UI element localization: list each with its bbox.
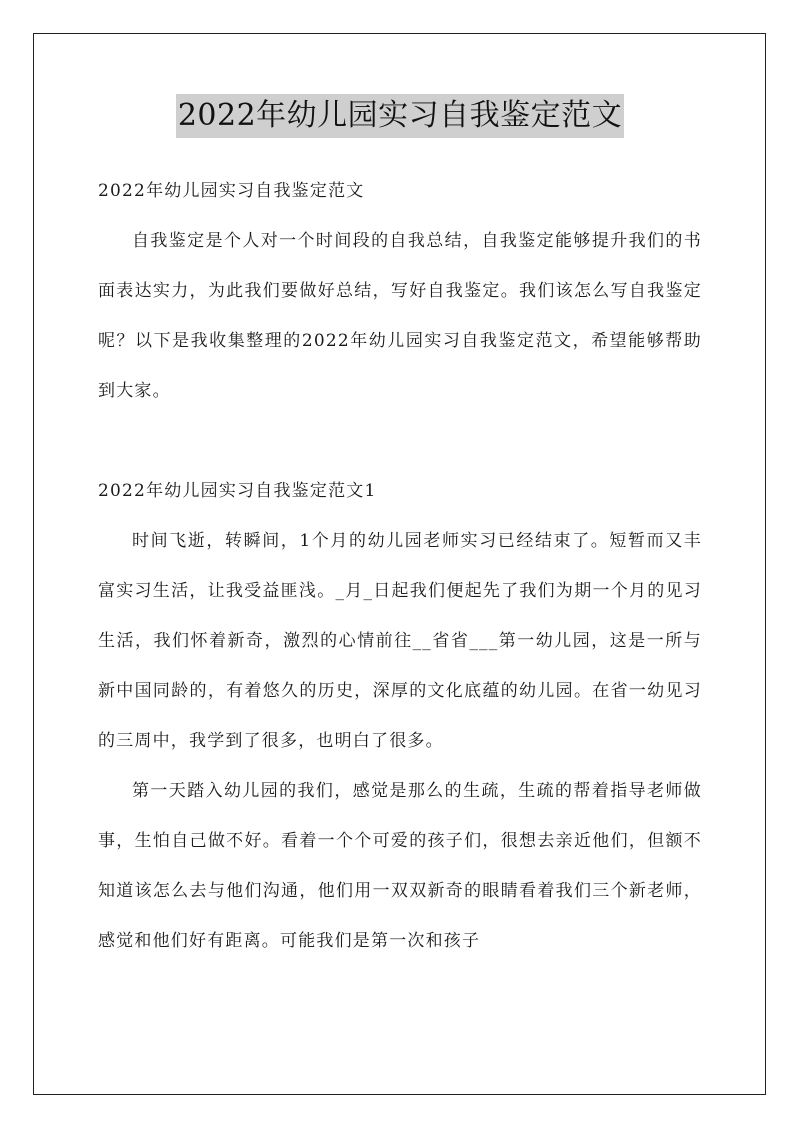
section-spacer: [98, 416, 702, 466]
section1-paragraph-1: 时间飞逝，转瞬间，1个月的幼儿园老师实习已经结束了。短暂而又丰富实习生活，让我受益匪浅。_月_日起我们便起先了我们为期一个月的见习生活，我们怀着新奇，激烈的心情前往__省省___第一幼儿园，这是一所与新中国同龄的，有着悠久的历史，深厚的文化底蕴的幼儿园。在省一幼见习的三周中，我学到了很多，也明白了很多。: [98, 531, 702, 751]
title-container: [0, 94, 800, 138]
intro-heading: 2022年幼儿园实习自我鉴定范文: [98, 181, 365, 201]
section1-heading: 2022年幼儿园实习自我鉴定范文1: [98, 481, 377, 501]
intro-paragraph: 自我鉴定是个人对一个时间段的自我总结，自我鉴定能够提升我们的书面表达实力，为此我们要做好总结，写好自我鉴定。我们该怎么写自我鉴定呢？以下是我收集整理的2022年幼儿园实习自我鉴定范文，希望能够帮助到大家。: [98, 231, 702, 401]
document-title: 2022年幼儿园实习自我鉴定范文: [176, 94, 624, 138]
document-body: [98, 166, 702, 966]
section1-paragraph-2: 第一天踏入幼儿园的我们，感觉是那么的生疏，生疏的帮着指导老师做事，生怕自己做不好。看着一个个可爱的孩子们，很想去亲近他们，但额不知道该怎么去与他们沟通，他们用一双双新奇的眼睛看着我们三个新老师，感觉和他们好有距离。可能我们是第一次和孩子: [98, 781, 702, 951]
